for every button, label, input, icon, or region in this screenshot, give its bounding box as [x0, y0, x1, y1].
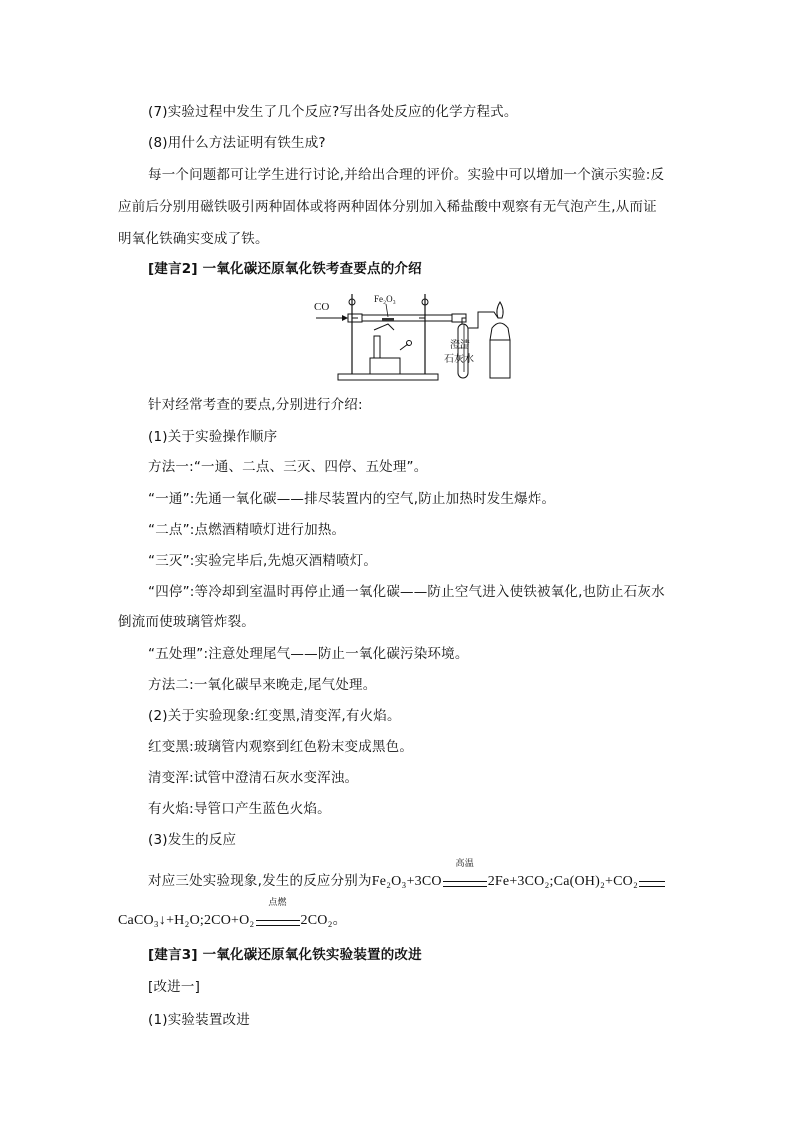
phenomenon-1: 红变黑:玻璃管内观察到红色粉末变成黑色。	[148, 739, 414, 755]
step-2: “二点”:点燃酒精喷灯进行加热。	[148, 522, 346, 538]
equals-sign	[443, 881, 487, 887]
eq3-condition	[255, 898, 301, 930]
reaction-line-1	[148, 859, 666, 892]
step-1: “一通”:先通一氧化碳——排尽装置内的空气,防止加热时发生爆炸。	[148, 491, 556, 507]
fe2o3-label: Fe₂O₃	[374, 294, 396, 304]
eq3-left: 2CO+O₂	[203, 913, 255, 928]
limewater-label-1: 澄清	[450, 340, 470, 351]
improvement-one: [改进一]	[148, 979, 201, 995]
eq2-condition	[638, 871, 666, 891]
paragraph-line: 明氧化铁确实变成了铁。	[118, 231, 269, 247]
step-3: “三灭”:实验完毕后,先熄灭酒精喷灯。	[148, 553, 378, 569]
subheading-improve-1: (1)实验装置改进	[148, 1012, 250, 1028]
method-one: 方法一:“一通、二点、三灭、四停、五处理”。	[148, 459, 428, 475]
equals-sign	[256, 920, 300, 926]
co-label: CO	[314, 301, 330, 313]
question-7: (7)实验过程中发生了几个反应?写出各处反应的化学方程式。	[148, 104, 518, 120]
eq1-condition-label: 高温	[455, 859, 474, 869]
subheading-1: (1)关于实验操作顺序	[148, 429, 278, 445]
eq1-right: 2Fe+3CO₂;	[487, 874, 554, 889]
eq3-right: 2CO₂。	[300, 913, 347, 928]
subheading-3: (3)发生的反应	[148, 832, 237, 848]
limewater-label-2: 石灰水	[444, 354, 474, 365]
eq1-condition	[442, 859, 488, 891]
equals-sign	[639, 881, 665, 887]
subheading-2: (2)关于实验现象:红变黑,清变浑,有火焰。	[148, 708, 401, 724]
step-5: “五处理”:注意处理尾气——防止一氧化碳污染环境。	[148, 646, 469, 662]
paragraph-line: 针对经常考查的要点,分别进行介绍:	[148, 397, 363, 413]
phenomenon-3: 有火焰:导管口产生蓝色火焰。	[148, 801, 331, 817]
step-4-cont: 倒流而使玻璃管炸裂。	[118, 614, 255, 630]
apparatus-diagram	[312, 288, 532, 384]
paragraph-line: 每一个问题都可让学生进行讨论,并给出合理的评价。实验中可以增加一个演示实验:反	[148, 167, 665, 183]
eq1-left: Fe₂O₃+3CO	[371, 874, 442, 889]
eq3-condition-label: 点燃	[268, 898, 287, 908]
step-4: “四停”:等冷却到室温时再停止通一氧化碳——防止空气进入使铁被氧化,也防止石灰水	[148, 584, 665, 600]
section-heading-3: [建言3] 一氧化碳还原氧化铁实验装置的改进	[148, 947, 422, 963]
paragraph-line: 应前后分别用磁铁吸引两种固体或将两种固体分别加入稀盐酸中观察有无气泡产生,从而证	[118, 199, 657, 215]
question-8: (8)用什么方法证明有铁生成?	[148, 135, 326, 151]
reaction-intro: 对应三处实验现象,发生的反应分别为	[148, 873, 372, 889]
method-two: 方法二:一氧化碳早来晚走,尾气处理。	[148, 677, 377, 693]
eq2-left: Ca(OH)₂+CO₂	[553, 874, 639, 889]
reaction-line-2	[118, 898, 347, 931]
eq2-right: CaCO₃↓+H₂O;	[118, 913, 204, 928]
phenomenon-2: 清变浑:试管中澄清石灰水变浑浊。	[148, 770, 359, 786]
section-heading-2: [建言2] 一氧化碳还原氧化铁考查要点的介绍	[148, 261, 422, 277]
